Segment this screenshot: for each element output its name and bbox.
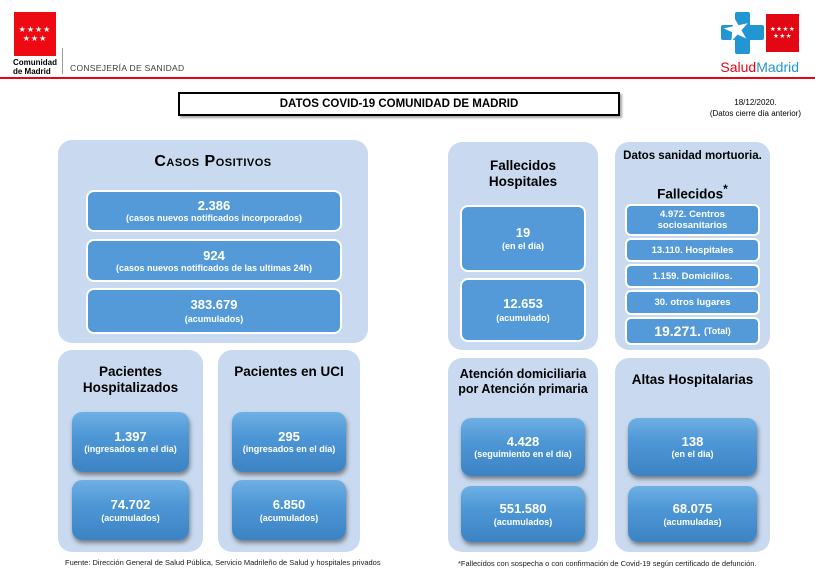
stat-label: (Total)	[703, 325, 731, 336]
stat-value: 19.271.	[654, 322, 701, 339]
page-title-text: DATOS COVID-19 COMUNIDAD DE MADRID	[279, 98, 519, 110]
stat-label: (casos nuevos notificados de las ultimas 24h)	[115, 262, 313, 273]
stat-label: (acumuladas)	[663, 516, 722, 527]
panel-casos-positivos	[58, 140, 368, 343]
stat-fallecidos-domicilios: 1.159. Domicilios.	[625, 264, 760, 288]
stat-label: (acumulados)	[101, 512, 160, 523]
stat-altas-acumuladas	[628, 486, 757, 542]
stat-casos-acumulados	[86, 288, 342, 334]
stat-value: 68.075	[672, 500, 713, 516]
stat-value: 138	[681, 434, 704, 449]
panel-pacientes-hospitalizados	[58, 350, 203, 552]
panel-atencion-domiciliaria	[448, 358, 598, 552]
stat-label: (en el día)	[501, 241, 544, 251]
stat-value: 12.653	[503, 296, 543, 311]
panel-subtitle: Fallecidos*	[657, 182, 728, 202]
panel-pacientes-uci	[218, 350, 360, 552]
stat-uci-acumulados	[232, 480, 346, 540]
header-divider	[62, 48, 63, 74]
page-title	[178, 92, 620, 116]
report-date	[710, 97, 801, 119]
comunidad-madrid-logo-text	[13, 58, 57, 76]
report-date-note: (Datos cierre día anterior)	[709, 109, 801, 118]
panel-title: Altas Hospitalarias	[631, 372, 754, 387]
header-rule	[0, 77, 815, 79]
report-date-value: 18/12/2020.	[734, 98, 777, 107]
stat-label: (acumulados)	[493, 516, 553, 527]
stat-label: (ingresados en el día)	[242, 444, 336, 454]
stat-uci-ingresados-dia	[232, 412, 346, 472]
stat-label: (acumulados)	[184, 314, 244, 324]
stat-value: 4.428	[506, 434, 540, 449]
logo-text-line: Comunidad	[13, 58, 57, 67]
stat-hospitalizados-acumulados	[72, 480, 189, 540]
asterisk-footnote: *Fallecidos con sospecha o con confirmación de Covid-19 según certificado de defunción.	[458, 559, 757, 568]
stat-fallecidos-total	[625, 317, 760, 345]
stat-value: 383.679	[190, 297, 238, 312]
stat-label: (seguimiento en el día)	[474, 449, 572, 459]
stat-value: 295	[278, 429, 300, 444]
stat-fallecidos-hospitales: 13.110. Hospitales	[625, 238, 760, 262]
stat-casos-nuevos-24h	[86, 239, 342, 282]
stat-seguimiento-dia	[461, 418, 585, 476]
stat-value: 924	[203, 247, 225, 263]
salud-star-icon: ★	[718, 8, 755, 50]
stat-altas-dia	[628, 418, 757, 476]
stat-fallecidos-acumulado	[460, 278, 586, 342]
stat-label: (en el dia)	[671, 449, 714, 459]
stat-fallecidos-centros-sociosanitarios: 4.972. Centros sociosanitarios	[625, 204, 760, 236]
source-note: Fuente: Dirección General de Salud Pública, Servicio Madrileño de Salud y hospitales privados	[65, 558, 381, 567]
stat-value: 551.580	[499, 500, 547, 516]
salud-madrid-wordmark: SaludMadrid	[720, 59, 799, 75]
panel-sanidad-mortuoria	[615, 142, 770, 350]
asterisk-mark: *	[723, 182, 728, 196]
department-name: CONSEJERÍA DE SANIDAD	[70, 63, 185, 73]
stat-value: 19	[515, 225, 531, 240]
flag-stars-row: ★★★	[773, 33, 792, 40]
panel-altas-hospitalarias	[615, 358, 770, 552]
panel-title: Datos sanidad mortuoria.	[623, 150, 762, 162]
salud-madrid-logo	[715, 8, 799, 75]
panel-title: Atención domiciliaria por Atención primaria	[458, 367, 588, 396]
panel-title: Pacientes en UCI	[234, 364, 344, 379]
flag-stars-row: ★★★★	[18, 25, 52, 34]
stat-fallecidos-dia	[460, 205, 586, 272]
flag-stars-row: ★★★	[22, 34, 48, 43]
stat-label: (acumulado)	[496, 313, 550, 323]
comunidad-madrid-flag-icon	[14, 12, 56, 56]
panel-fallecidos-hospitales	[448, 142, 598, 350]
stat-casos-nuevos-incorporados	[86, 190, 342, 232]
panel-title: Pacientes Hospitalizados	[82, 364, 179, 395]
stat-ingresados-dia	[72, 412, 189, 472]
flag-stars-row: ★★★★	[769, 26, 796, 33]
stat-value: 6.850	[272, 496, 306, 512]
madrid-flag-icon	[766, 14, 799, 52]
stat-atencion-acumulados	[461, 486, 585, 542]
stat-label: (ingresados en el dia)	[84, 444, 177, 454]
stat-value: 2.386	[197, 198, 231, 213]
stat-label: (casos nuevos notificados incorporados)	[125, 213, 303, 223]
stat-value: 1.397	[114, 429, 147, 444]
stat-value: 74.702	[110, 496, 151, 512]
stat-fallecidos-otros-lugares: 30. otros lugares	[625, 290, 760, 315]
panel-title: Casos Positivos	[154, 153, 272, 170]
panel-title: Fallecidos Hospitales	[488, 158, 558, 189]
stat-label: (acumulados)	[259, 512, 319, 523]
logo-text-line: de Madrid	[13, 67, 51, 76]
